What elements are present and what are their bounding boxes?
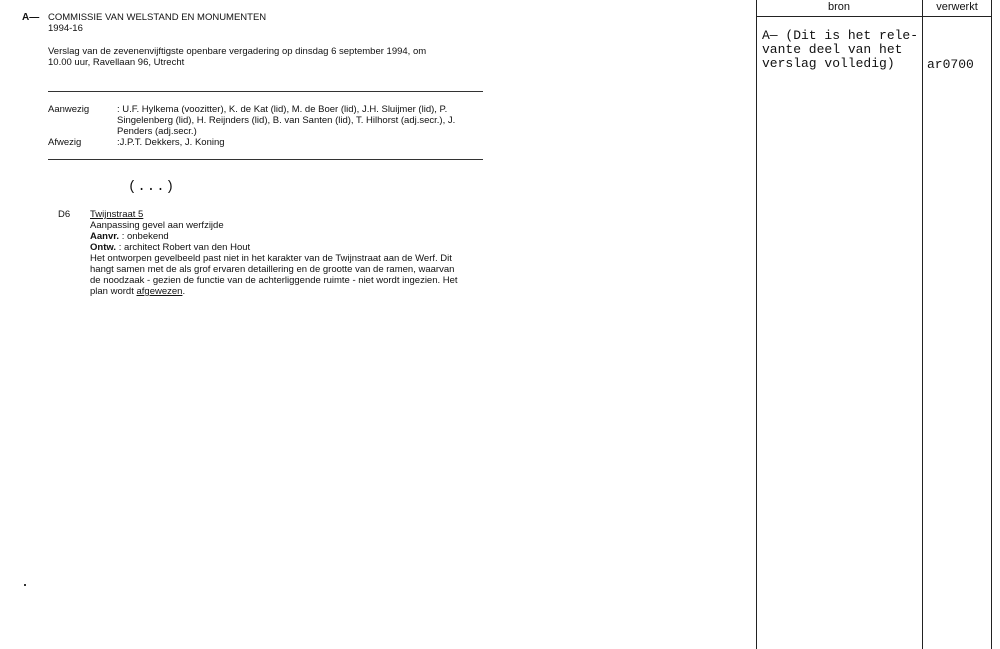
present-line-1: : U.F. Hylkema (voozitter), K. de Kat (lid), M. de Boer (lid), J.H. Sluijmer (lid), P. bbox=[117, 104, 448, 115]
margin-dot bbox=[24, 584, 26, 586]
decision-suffix: . bbox=[182, 286, 186, 297]
item-street: Twijnstraat 5 bbox=[90, 209, 144, 220]
source-note-line-1: A— (Dit is het rele- bbox=[762, 28, 919, 43]
column-divider bbox=[922, 0, 923, 649]
item-text-line-3: de noodzaak - gezien de functie van de achterliggende ruimte - niet wordt ingezien. Het bbox=[90, 275, 458, 286]
designer-row bbox=[90, 242, 250, 253]
source-note-line-2: vante deel van het bbox=[762, 42, 903, 57]
absent-label: Afwezig bbox=[48, 137, 82, 148]
present-line-2: Singelenberg (lid), H. Reijnders (lid), B. van Santen (lid), T. Hilhorst (adj.secr.), J. bbox=[117, 115, 456, 126]
item-description: Aanpassing gevel aan werfzijde bbox=[90, 220, 224, 231]
item-code: D6 bbox=[58, 209, 71, 220]
processed-code: ar0700 bbox=[927, 57, 974, 72]
applicant-row bbox=[90, 231, 169, 242]
margin-marker: A— bbox=[22, 12, 40, 23]
commission-title: COMMISSIE VAN WELSTAND EN MONUMENTEN bbox=[48, 12, 267, 23]
report-line-2: 10.00 uur, Ravellaan 96, Utrecht bbox=[48, 57, 185, 68]
sidebar-right-border bbox=[991, 0, 992, 649]
absent-value: :J.P.T. Dekkers, J. Koning bbox=[117, 137, 225, 148]
applicant-label: Aanvr. bbox=[90, 231, 120, 242]
decision-word: afgewezen bbox=[136, 286, 183, 297]
decision-prefix: plan wordt bbox=[90, 286, 137, 297]
bron-header: bron bbox=[827, 1, 851, 13]
designer-value: : architect Robert van den Hout bbox=[118, 242, 251, 253]
year-number: 1994-16 bbox=[48, 23, 83, 34]
omission-ellipsis: (...) bbox=[128, 179, 176, 195]
header-underline bbox=[756, 16, 992, 17]
item-text-line-1: Het ontworpen gevelbeeld past niet in het karakter van de Twijnstraat aan de Werf. Dit bbox=[90, 253, 452, 264]
divider-bottom bbox=[48, 159, 483, 160]
item-text-line-4 bbox=[90, 286, 185, 297]
sidebar-left-border bbox=[756, 0, 757, 649]
verwerkt-header: verwerkt bbox=[936, 1, 978, 13]
item-text-line-2: hangt samen met de als grof ervaren detaillering en de grootte van de ramen, waarvan bbox=[90, 264, 455, 275]
present-label: Aanwezig bbox=[48, 104, 90, 115]
present-line-3: Penders (adj.secr.) bbox=[117, 126, 197, 137]
divider-top bbox=[48, 91, 483, 92]
applicant-value: : onbekend bbox=[121, 231, 169, 242]
report-line-1: Verslag van de zevenenvijftigste openbare vergadering op dinsdag 6 september 1994, om bbox=[48, 46, 427, 57]
designer-label: Ontw. bbox=[90, 242, 117, 253]
source-note-line-3: verslag volledig) bbox=[762, 56, 895, 71]
